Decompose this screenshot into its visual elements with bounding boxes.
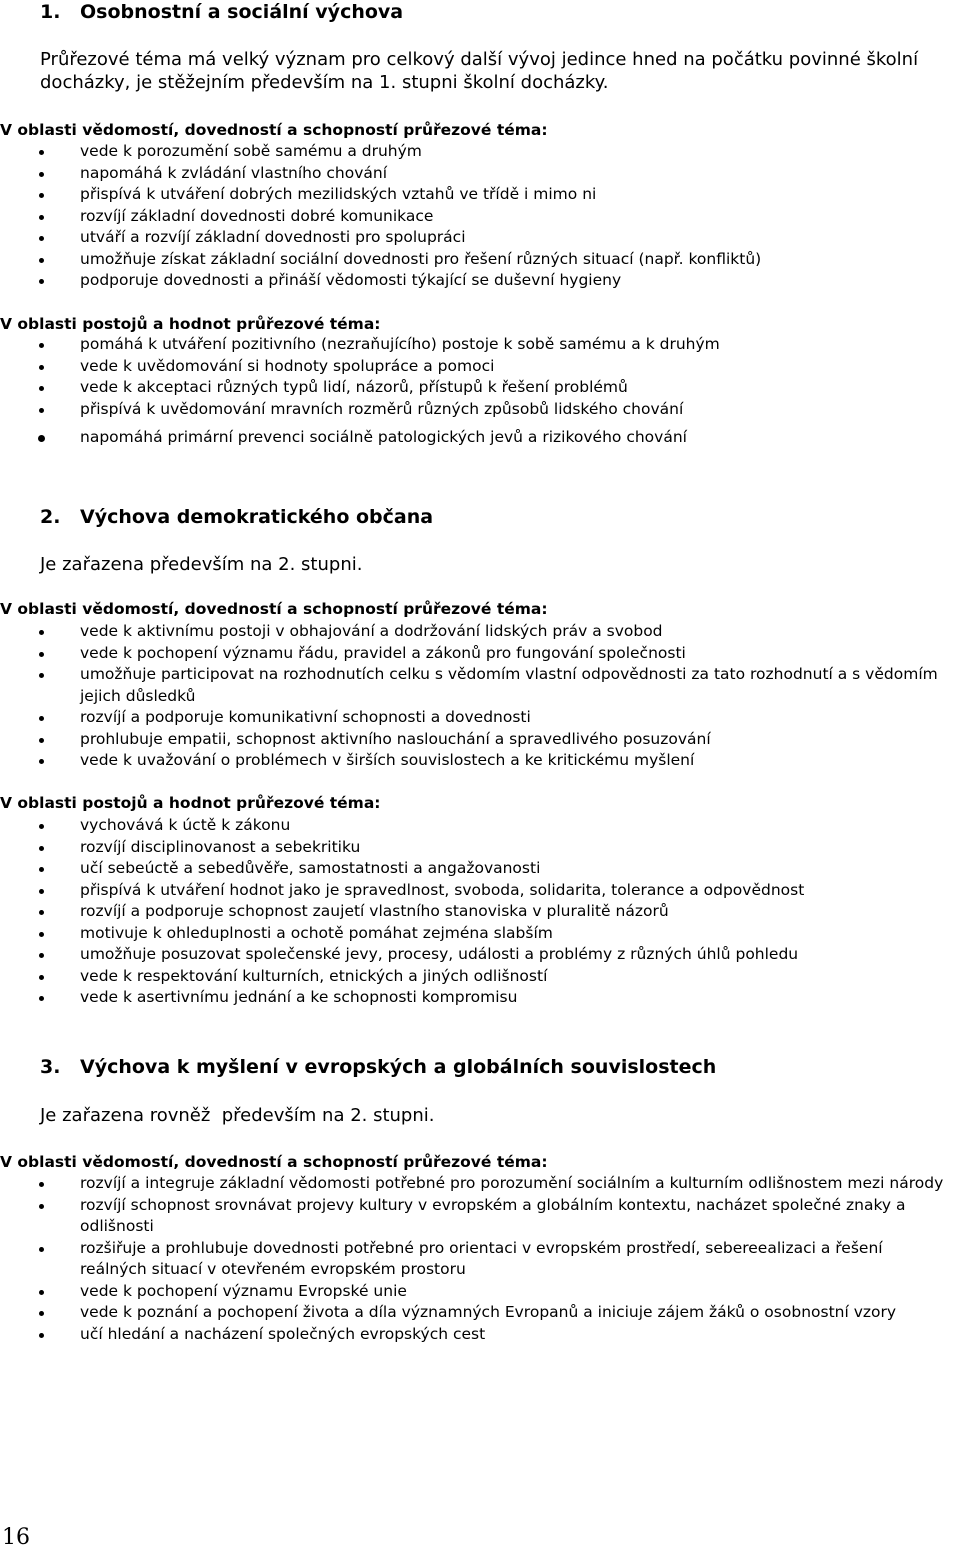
page-number: 16: [2, 1525, 30, 1550]
list-item: podporuje dovednosti a přináší vědomosti týkající se duševní hygieny: [0, 270, 960, 292]
bullet-icon: [39, 867, 44, 872]
bullet-icon: [39, 652, 44, 657]
list-item: přispívá k utváření hodnot jako je spravedlnost, svoboda, solidarita, tolerance a odpovědnost: [0, 880, 960, 902]
group-heading: V oblasti postojů a hodnot průřezové téma:: [0, 794, 381, 812]
section-number: 1.: [40, 1, 61, 23]
list-item: pomáhá k utváření pozitivního (nezraňujícího) postoje k sobě samému a k druhým: [0, 334, 960, 356]
group-heading: V oblasti vědomostí, dovedností a schopností průřezové téma:: [0, 600, 548, 618]
bullet-list: [0, 141, 960, 292]
list-item: vede k akceptaci různých typů lidí, názorů, přístupů k řešení problémů: [0, 377, 960, 399]
bullet-icon: [39, 996, 44, 1001]
bullet-list: [0, 334, 960, 449]
section-intro: Průřezové téma má velký význam pro celkový další vývoj jedince hned na počátku povinné školní docházky, je stěžejním především na 1. stupni školní docházky.: [40, 49, 919, 93]
bullet-icon: [39, 1333, 44, 1338]
bullet-icon: [39, 172, 44, 177]
bullet-icon: [39, 910, 44, 915]
section-title: Výchova demokratického občana: [80, 506, 434, 528]
bullet-icon: [39, 953, 44, 958]
group-heading: V oblasti vědomostí, dovedností a schopností průřezové téma:: [0, 121, 548, 139]
section-heading-3: [40, 1055, 716, 1079]
section-number: 2.: [40, 506, 61, 528]
list-item: prohlubuje empatii, schopnost aktivního naslouchání a spravedlivého posuzování: [0, 729, 960, 751]
bullet-icon: [39, 365, 44, 370]
group-heading: V oblasti vědomostí, dovedností a schopností průřezové téma:: [0, 1153, 548, 1171]
bullet-icon: [39, 1247, 44, 1252]
bullet-icon: [39, 236, 44, 241]
bullet-icon: [39, 738, 44, 743]
list-item: rozvíjí a integruje základní vědomosti potřebné pro porozumění sociálním a kulturním odlišnostem mezi národy: [0, 1173, 960, 1195]
list-item: vede k uvědomování si hodnoty spolupráce a pomoci: [0, 356, 960, 378]
section-intro: Je zařazena rovněž především na 2. stupni.: [40, 1105, 435, 1126]
bullet-icon: [39, 889, 44, 894]
section-intro: Je zařazena především na 2. stupni.: [40, 554, 363, 575]
list-item: umožňuje získat základní sociální dovednosti pro řešení různých situací (např. konfliktů): [0, 249, 960, 271]
bullet-icon: [39, 150, 44, 155]
bullet-icon: [39, 386, 44, 391]
list-item: napomáhá k zvládání vlastního chování: [0, 163, 960, 185]
bullet-list: [0, 621, 960, 772]
list-item: rozvíjí a podporuje komunikativní schopnosti a dovednosti: [0, 707, 960, 729]
section-heading-2: [40, 505, 433, 529]
list-item: vede k poznání a pochopení života a díla významných Evropanů a iniciuje zájem žáků o osobnostní vzory: [0, 1302, 960, 1324]
bullet-icon: [39, 1204, 44, 1209]
list-item: vychovává k úctě k zákonu: [0, 815, 960, 837]
list-item: rozvíjí a podporuje schopnost zaujetí vlastního stanoviska v pluralitě názorů: [0, 901, 960, 923]
list-item: rozvíjí základní dovednosti dobré komunikace: [0, 206, 960, 228]
bullet-icon: [39, 1311, 44, 1316]
list-item: učí sebeúctě a sebedůvěře, samostatnosti a angažovanosti: [0, 858, 960, 880]
section-title: Osobnostní a sociální výchova: [80, 1, 404, 23]
bullet-list: [0, 815, 960, 1009]
section-number: 3.: [40, 1056, 61, 1078]
bullet-icon: [39, 846, 44, 851]
list-item: rozvíjí schopnost srovnávat projevy kultury v evropském a globálním kontextu, nacházet společné znaky a odlišnosti: [0, 1195, 960, 1238]
list-item: rozvíjí disciplinovanost a sebekritiku: [0, 837, 960, 859]
bullet-icon: [39, 279, 44, 284]
bullet-list: [0, 1173, 960, 1345]
bullet-icon: [39, 193, 44, 198]
bullet-icon: [39, 759, 44, 764]
list-item: vede k porozumění sobě samému a druhým: [0, 141, 960, 163]
bullet-icon: [39, 343, 44, 348]
list-item: vede k asertivnímu jednání a ke schopnosti kompromisu: [0, 987, 960, 1009]
bullet-icon: [39, 824, 44, 829]
bullet-icon: [39, 408, 44, 413]
bullet-icon: [39, 215, 44, 220]
bullet-icon: [38, 435, 45, 442]
list-item: napomáhá primární prevenci sociálně patologických jevů a rizikového chování: [0, 427, 960, 449]
list-item: přispívá k uvědomování mravních rozměrů různých způsobů lidského chování: [0, 399, 960, 421]
list-item: umožňuje posuzovat společenské jevy, procesy, události a problémy z různých úhlů pohledu: [0, 944, 960, 966]
bullet-icon: [39, 258, 44, 263]
list-item: učí hledání a nacházení společných evropských cest: [0, 1324, 960, 1346]
list-item: motivuje k ohleduplnosti a ochotě pomáhat zejména slabším: [0, 923, 960, 945]
bullet-icon: [39, 673, 44, 678]
list-item: přispívá k utváření dobrých mezilidských vztahů ve třídě i mimo ni: [0, 184, 960, 206]
list-item: utváří a rozvíjí základní dovednosti pro spolupráci: [0, 227, 960, 249]
bullet-icon: [39, 716, 44, 721]
bullet-icon: [39, 1290, 44, 1295]
list-item: vede k respektování kulturních, etnických a jiných odlišností: [0, 966, 960, 988]
section-heading-1: [40, 0, 403, 24]
section-title: Výchova k myšlení v evropských a globálních souvislostech: [80, 1056, 717, 1078]
group-heading: V oblasti postojů a hodnot průřezové téma:: [0, 315, 381, 333]
list-item: rozšiřuje a prohlubuje dovednosti potřebné pro orientaci v evropském prostředí, sebereealizaci a řešení reálných situací v otevřeném evropském prostoru: [0, 1238, 960, 1281]
list-item: vede k pochopení významu Evropské unie: [0, 1281, 960, 1303]
bullet-icon: [39, 932, 44, 937]
list-item: umožňuje participovat na rozhodnutích celku s vědomím vlastní odpovědnosti za tato rozhodnutí a s vědomím jejich důsledků: [0, 664, 960, 707]
list-item: vede k pochopení významu řádu, pravidel a zákonů pro fungování společnosti: [0, 643, 960, 665]
list-item: vede k uvažování o problémech v širších souvislostech a ke kritickému myšlení: [0, 750, 960, 772]
bullet-icon: [39, 1182, 44, 1187]
bullet-icon: [39, 975, 44, 980]
bullet-icon: [39, 630, 44, 635]
list-item: vede k aktivnímu postoji v obhajování a dodržování lidských práv a svobod: [0, 621, 960, 643]
